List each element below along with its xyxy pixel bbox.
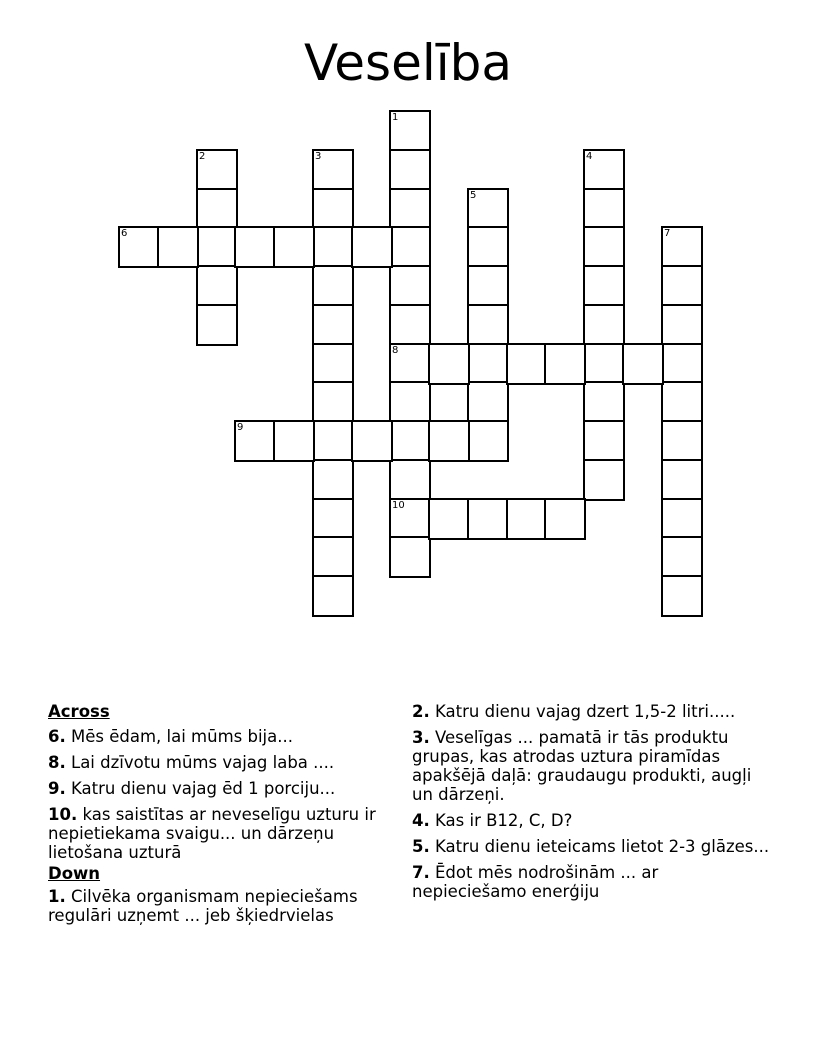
clue-down-7 — [412, 863, 772, 901]
crossword-cell[interactable] — [312, 459, 354, 501]
clue-number: 1. — [48, 887, 66, 906]
crossword-cell[interactable] — [583, 304, 625, 346]
crossword-cell[interactable] — [661, 304, 703, 346]
clue-text: Katru dienu ieteicams lietot 2-3 glāzes... — [435, 837, 770, 856]
crossword-cell[interactable] — [583, 459, 625, 501]
crossword-cell[interactable] — [273, 226, 315, 268]
crossword-cell[interactable] — [312, 304, 354, 346]
clues-right-column — [412, 702, 772, 908]
crossword-cell[interactable] — [389, 420, 431, 462]
page-title: Veselība — [303, 34, 513, 92]
clue-down-5 — [412, 837, 772, 856]
clue-text: Katru dienu vajag dzert 1,5-2 litri..... — [435, 702, 736, 721]
crossword-cell[interactable] — [583, 420, 625, 462]
clue-down-4 — [412, 811, 772, 830]
crossword-cell[interactable] — [467, 343, 509, 385]
crossword-cell[interactable] — [196, 149, 238, 191]
crossword-cell[interactable] — [196, 188, 238, 230]
crossword-cell[interactable] — [389, 498, 431, 540]
crossword-cell[interactable] — [428, 420, 470, 462]
crossword-cell[interactable] — [234, 226, 276, 268]
crossword-cell[interactable] — [312, 381, 354, 423]
clue-number-label: 9 — [237, 422, 244, 433]
crossword-cell[interactable] — [661, 575, 703, 617]
crossword-cell[interactable] — [389, 304, 431, 346]
crossword-cell[interactable] — [661, 420, 703, 462]
crossword-cell[interactable] — [506, 343, 548, 385]
crossword-cell[interactable] — [273, 420, 315, 462]
clue-across-10 — [48, 805, 393, 862]
clue-number-label: 4 — [586, 151, 593, 162]
clue-number-label: 5 — [470, 190, 477, 201]
crossword-cell[interactable] — [544, 343, 586, 385]
clue-number: 2. — [412, 702, 430, 721]
clue-down-3 — [412, 728, 772, 804]
crossword-cell[interactable] — [583, 149, 625, 191]
crossword-cell[interactable] — [389, 459, 431, 501]
down-heading: Down — [48, 864, 101, 883]
crossword-cell[interactable] — [312, 498, 354, 540]
crossword-cell[interactable] — [312, 265, 354, 307]
clues-left-column — [48, 702, 393, 932]
clue-number-label: 6 — [121, 228, 128, 239]
crossword-cell[interactable] — [312, 536, 354, 578]
clue-text: Lai dzīvotu mūms vajag laba .... — [71, 753, 335, 772]
crossword-cell[interactable] — [661, 536, 703, 578]
crossword-cell[interactable] — [389, 343, 431, 385]
clue-number-label: 8 — [392, 345, 399, 356]
clue-number-label: 3 — [315, 151, 322, 162]
crossword-cell[interactable] — [312, 420, 354, 462]
crossword-cell[interactable] — [234, 420, 276, 462]
crossword-cell[interactable] — [661, 459, 703, 501]
crossword-cell[interactable] — [583, 381, 625, 423]
crossword-cell[interactable] — [389, 265, 431, 307]
across-heading: Across — [48, 702, 110, 721]
clue-text: Cilvēka organismam nepieciešams regulāri uzņemt ... jeb šķiedrvielas — [48, 887, 358, 925]
crossword-cell[interactable] — [312, 188, 354, 230]
clue-text: Mēs ēdam, lai mūms bija... — [71, 727, 293, 746]
clue-number-label: 7 — [664, 228, 671, 239]
crossword-cell[interactable] — [467, 381, 509, 423]
crossword-cell[interactable] — [312, 575, 354, 617]
clue-number-label: 2 — [199, 151, 206, 162]
clue-number: 10. — [48, 805, 78, 824]
crossword-cell[interactable] — [467, 188, 509, 230]
clue-text: Katru dienu vajag ēd 1 porciju... — [71, 779, 336, 798]
crossword-cell[interactable] — [389, 381, 431, 423]
crossword-cell[interactable] — [661, 226, 703, 268]
crossword-cell[interactable] — [467, 498, 509, 540]
clue-text: kas saistītas ar neveselīgu uzturu ir nepietiekama svaigu... un dārzeņu lietošana uzturā — [48, 805, 376, 862]
crossword-cell[interactable] — [428, 343, 470, 385]
clue-number: 9. — [48, 779, 66, 798]
clue-number: 4. — [412, 811, 430, 830]
clue-across-9 — [48, 779, 393, 798]
crossword-cell[interactable] — [661, 343, 703, 385]
crossword-cell[interactable] — [583, 226, 625, 268]
crossword-cell[interactable] — [312, 343, 354, 385]
crossword-cell[interactable] — [351, 226, 393, 268]
clue-number: 3. — [412, 728, 430, 747]
crossword-cell[interactable] — [622, 343, 664, 385]
crossword-cell[interactable] — [389, 188, 431, 230]
clue-across-8 — [48, 753, 393, 772]
crossword-cell[interactable] — [583, 265, 625, 307]
crossword-cell[interactable] — [312, 149, 354, 191]
crossword-cell[interactable] — [583, 343, 625, 385]
crossword-cell[interactable] — [661, 265, 703, 307]
clue-number: 8. — [48, 753, 66, 772]
clue-number-label: 10 — [392, 500, 405, 511]
crossword-cell[interactable] — [428, 498, 470, 540]
clue-across-6 — [48, 727, 393, 746]
crossword-cell[interactable] — [389, 149, 431, 191]
crossword-cell[interactable] — [661, 498, 703, 540]
crossword-cell[interactable] — [389, 536, 431, 578]
crossword-cell[interactable] — [351, 420, 393, 462]
crossword-cell[interactable] — [661, 381, 703, 423]
crossword-cell[interactable] — [118, 226, 160, 268]
crossword-cell[interactable] — [467, 304, 509, 346]
crossword-cell[interactable] — [389, 110, 431, 152]
clue-text: Ēdot mēs nodrošinām ... ar nepieciešamo enerģiju — [412, 863, 659, 901]
crossword-cell[interactable] — [544, 498, 586, 540]
clue-number-label: 1 — [392, 112, 399, 123]
clue-down-1 — [48, 887, 393, 925]
crossword-cell[interactable] — [467, 226, 509, 268]
crossword-cell[interactable] — [312, 226, 354, 268]
crossword-cell[interactable] — [467, 265, 509, 307]
crossword-cell[interactable] — [506, 498, 548, 540]
crossword-cell[interactable] — [196, 226, 238, 268]
clue-number: 6. — [48, 727, 66, 746]
clue-text: Veselīgas ... pamatā ir tās produktu grupas, kas atrodas uztura piramīdas apakšējā daļā: graudaugu produkti, augļi un dārzeņi. — [412, 728, 752, 804]
clue-number: 7. — [412, 863, 430, 882]
clue-down-2 — [412, 702, 772, 721]
crossword-cell[interactable] — [467, 420, 509, 462]
crossword-cell[interactable] — [196, 304, 238, 346]
crossword-cell[interactable] — [196, 265, 238, 307]
crossword-cell[interactable] — [583, 188, 625, 230]
clue-text: Kas ir B12, C, D? — [435, 811, 573, 830]
clue-number: 5. — [412, 837, 430, 856]
crossword-cell[interactable] — [157, 226, 199, 268]
crossword-cell[interactable] — [389, 226, 431, 268]
